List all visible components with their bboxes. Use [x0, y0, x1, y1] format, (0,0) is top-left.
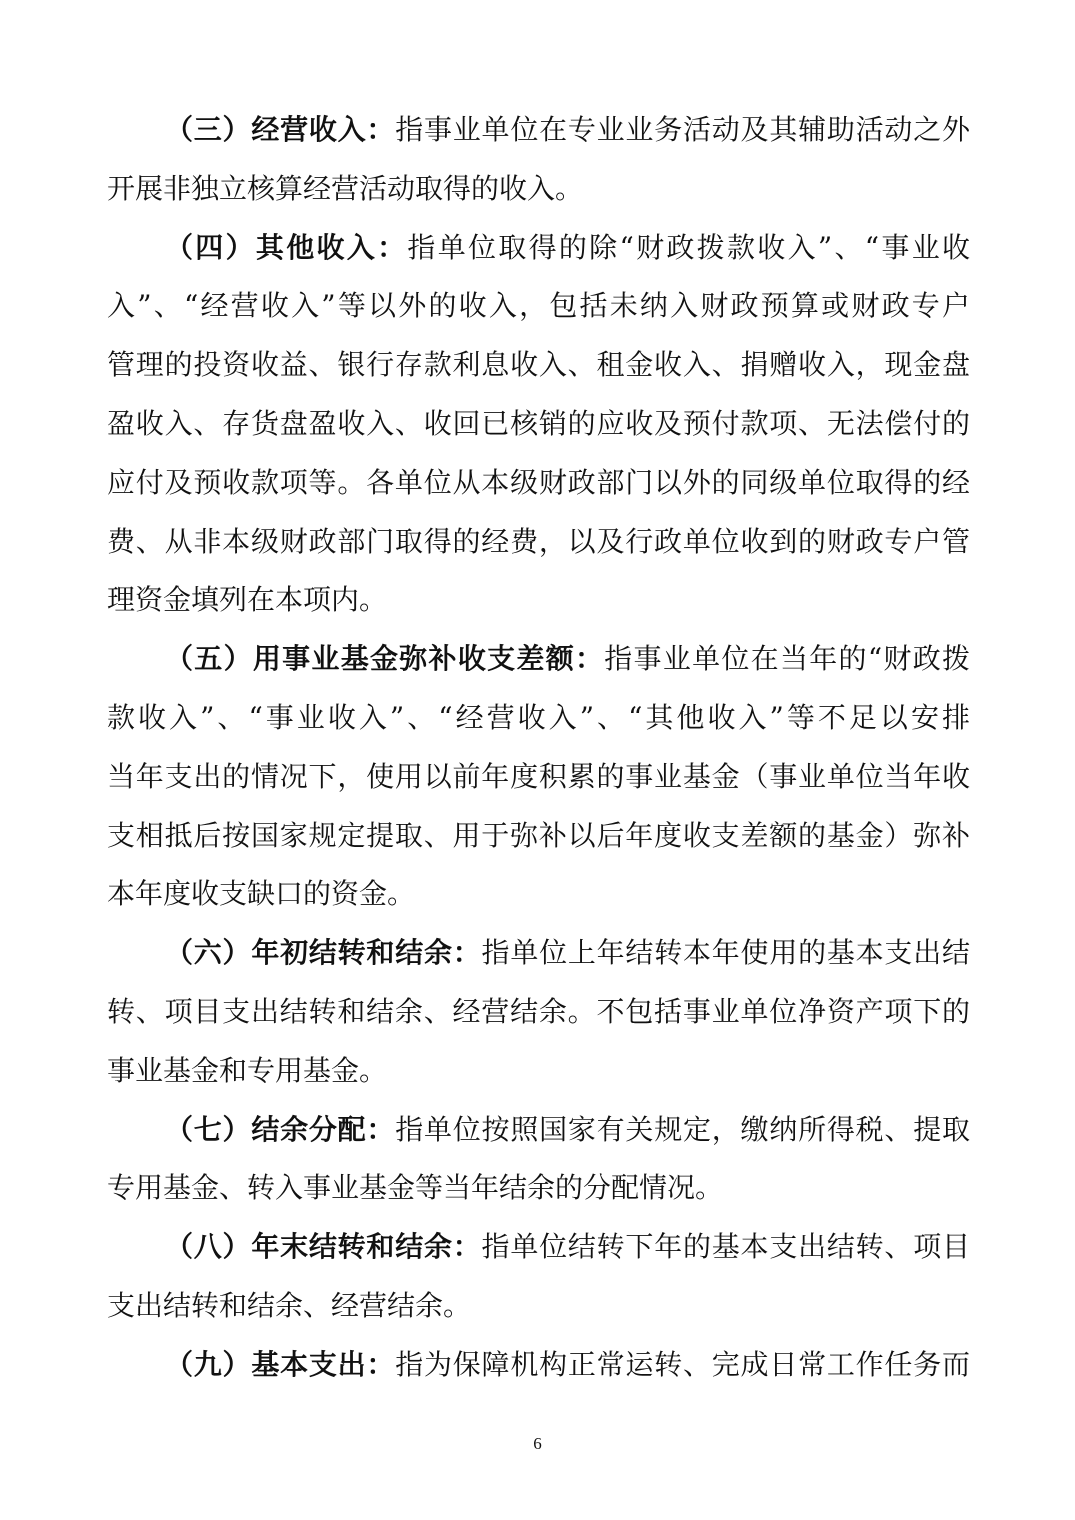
line-text: 管理的投资收益、银行存款利息收入、租金收入、捐赠收入，现金盘 — [107, 348, 970, 382]
text-line — [107, 807, 970, 866]
text-line — [107, 630, 970, 689]
text-line — [107, 689, 970, 748]
line-text: 入”、“经营收入”等以外的收入，包括未纳入财政预算或财政专户 — [107, 289, 970, 323]
section-heading: （五）用事业基金弥补收支差额： — [165, 642, 605, 676]
paragraph — [107, 1218, 970, 1336]
line-text: 费、从非本级财政部门取得的经费，以及行政单位收到的财政专户管 — [107, 524, 970, 558]
text-line — [107, 160, 970, 219]
paragraph — [107, 101, 970, 219]
section-heading: （九）基本支出： — [165, 1347, 396, 1381]
text-line — [107, 1159, 970, 1218]
text-line — [107, 924, 970, 983]
line-text: 指事业单位在当年的“财政拨 — [604, 642, 970, 676]
line-text: 转、项目支出结转和结余、经营结余。不包括事业单位净资产项下的 — [107, 994, 970, 1028]
line-text: 指事业单位在专业业务活动及其辅助活动之外 — [395, 113, 970, 146]
text-line — [107, 1336, 970, 1395]
text-line — [107, 513, 970, 572]
text-line — [107, 277, 970, 336]
line-text: 盈收入、存货盘盈收入、收回已核销的应收及预付款项、无法偿付的 — [107, 406, 970, 440]
text-line — [107, 1042, 970, 1101]
text-line — [107, 983, 970, 1042]
line-text: 专用基金、转入事业基金等当年结余的分配情况。 — [107, 1171, 724, 1205]
text-line — [107, 219, 970, 278]
section-heading: （七）结余分配： — [165, 1112, 396, 1146]
line-text: 指单位结转下年的基本支出结转、项目 — [481, 1230, 970, 1264]
paragraph — [107, 1101, 970, 1219]
paragraph — [107, 630, 970, 924]
paragraph — [107, 1336, 970, 1395]
text-line — [107, 1277, 970, 1336]
section-heading: （六）年初结转和结余： — [165, 936, 482, 970]
line-text: 事业基金和专用基金。 — [107, 1053, 388, 1087]
text-line — [107, 395, 970, 454]
text-line — [107, 454, 970, 513]
page-number: 6 — [533, 1434, 542, 1453]
text-line — [107, 571, 970, 630]
text-line — [107, 1101, 970, 1160]
line-text: 款收入”、“事业收入”、“经营收入”、“其他收入”等不足以安排 — [107, 700, 970, 734]
line-text: 应付及预收款项等。各单位从本级财政部门以外的同级单位取得的经 — [107, 465, 970, 499]
line-text: 指单位取得的除“财政拨款收入”、“事业收 — [407, 230, 970, 264]
text-line — [107, 1218, 970, 1277]
text-line — [107, 336, 970, 395]
line-text: 指为保障机构正常运转、完成日常工作任务而 — [395, 1347, 970, 1381]
paragraph — [107, 219, 970, 631]
paragraph — [107, 924, 970, 1100]
text-line — [107, 748, 970, 807]
line-text: 支相抵后按国家规定提取、用于弥补以后年度收支差额的基金）弥补 — [107, 818, 970, 852]
line-text: 支出结转和结余、经营结余。 — [107, 1288, 472, 1322]
line-text: 指单位上年结转本年使用的基本支出结 — [481, 936, 970, 970]
section-heading: （四）其他收入： — [165, 230, 408, 264]
document-body — [107, 101, 970, 1395]
line-text: 本年度收支缺口的资金。 — [107, 877, 416, 911]
section-heading: （八）年末结转和结余： — [165, 1230, 482, 1264]
section-heading: （三）经营收入： — [165, 113, 396, 146]
line-text: 理资金填列在本项内。 — [107, 583, 388, 617]
line-text: 指单位按照国家有关规定，缴纳所得税、提取 — [395, 1112, 970, 1146]
text-line — [107, 865, 970, 924]
line-text: 开展非独立核算经营活动取得的收入。 — [107, 171, 584, 205]
text-line — [107, 101, 970, 160]
line-text: 当年支出的情况下，使用以前年度积累的事业基金（事业单位当年收 — [107, 759, 970, 793]
